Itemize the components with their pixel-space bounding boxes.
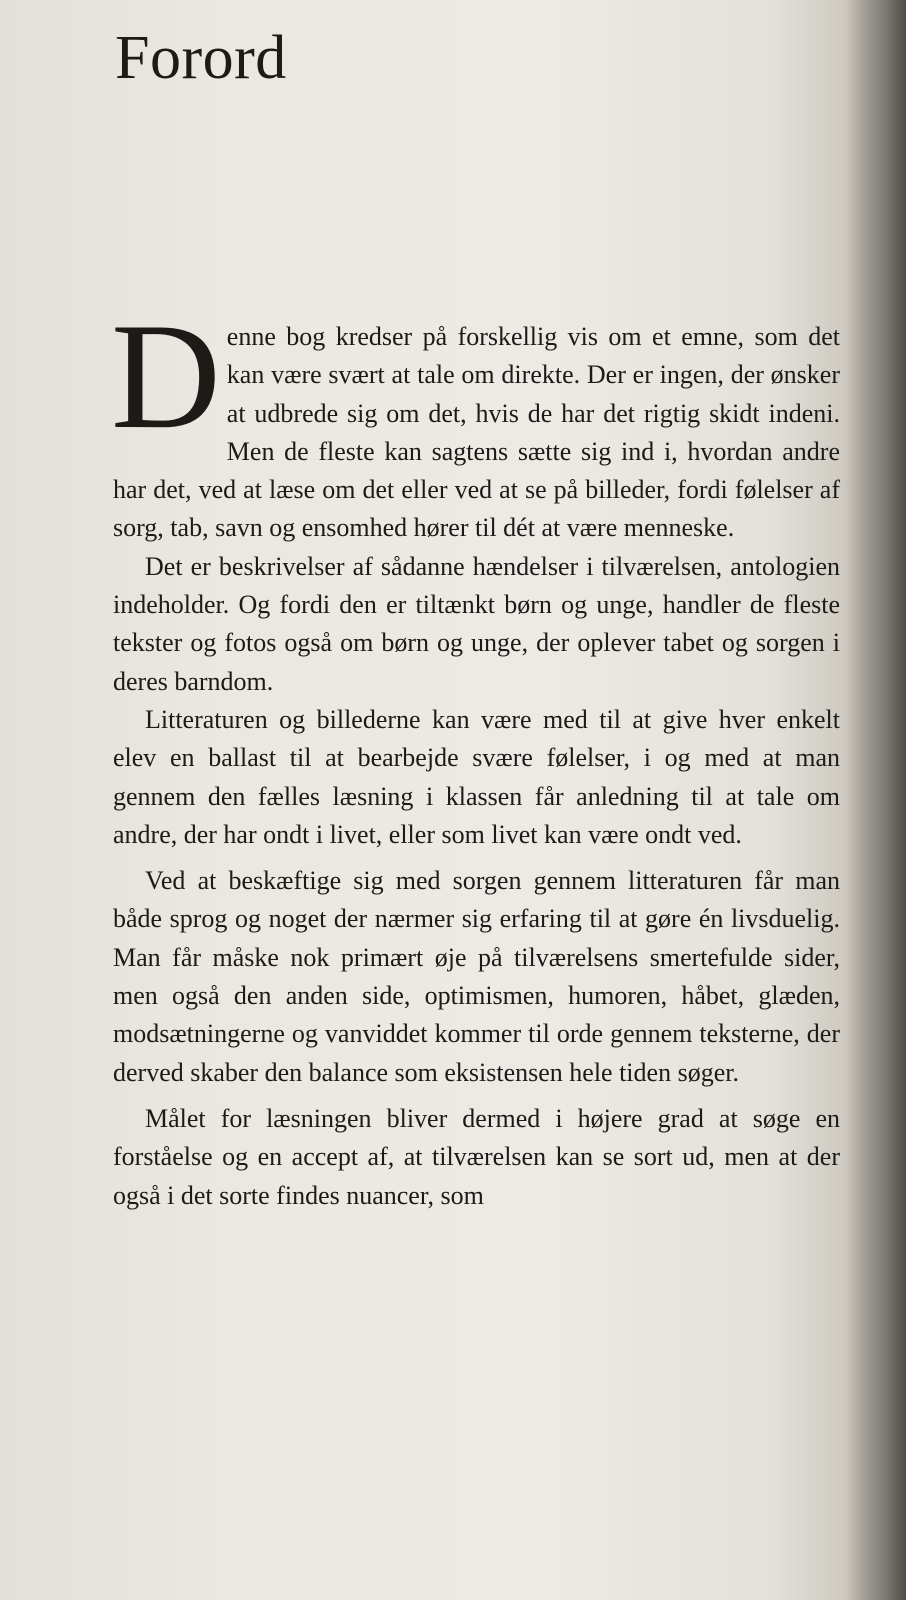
paragraph-5: Målet for læsningen bliver dermed i højere grad at søge en forståelse og en accept af, at tilværelsen kan se sort ud, men at der også i det sorte findes nuancer, som bbox=[113, 1103, 840, 1210]
paragraph-1 bbox=[111, 292, 840, 548]
paragraph-3: Litteraturen og billederne kan være med til at give hver enkelt elev en ballast til at bearbejde svære følelser, i og med at man gennem den fælles læsning i klassen får anledning til at tale om andre, der har ondt i livet, eller som livet kan være ondt ved. bbox=[113, 704, 840, 849]
drop-cap: D bbox=[111, 292, 221, 460]
paragraph-4: Ved at beskæftige sig med sorgen gennem litteraturen får man både sprog og noget der nærmer sig erfaring til at gøre én livsduelig. Man får måske nok primært øje på tilværelsens smertefulde sider, men også den anden side, optimismen, humoren, håbet, glæden, modsætningerne og vanviddet kommer til orde gennem teksterne, der derved skaber den balance som eksistensen hele tiden søger. bbox=[113, 866, 840, 1087]
paragraph-2: Det er beskrivelser af sådanne hændelser i tilværelsen, antologien indeholder. Og fordi den er tiltænkt børn og unge, handler de fleste tekster og fotos også om børn og unge, der oplever tabet og sorgen i deres barndom. bbox=[113, 551, 840, 696]
page-title: Forord bbox=[115, 24, 287, 92]
paragraph-1-text: enne bog kredser på forskellig vis om et emne, som det kan være svært at tale om direkte. Der er ingen, der ønsker at udbrede sig om det, hvis de har det rigtig skidt indeni. Men de fleste kan sagtens sætte sig ind i, hvordan andre har det, ved at læse om det eller ved at se på billeder, fordi følelser af sorg, tab, savn og ensomhed hører til dét at være menneske. bbox=[113, 322, 840, 543]
page-content bbox=[113, 0, 840, 1600]
body-text bbox=[111, 292, 840, 1215]
page-edge-shadow bbox=[846, 0, 906, 1600]
